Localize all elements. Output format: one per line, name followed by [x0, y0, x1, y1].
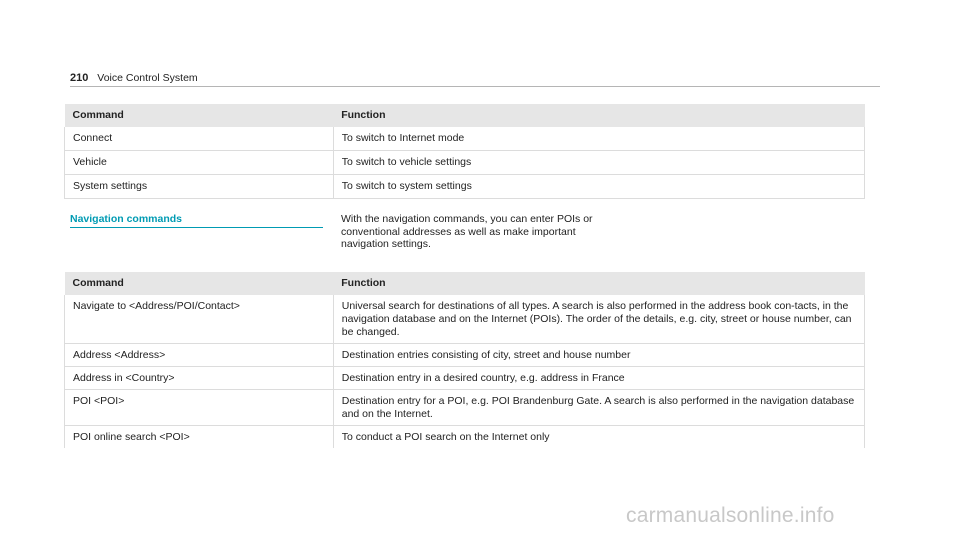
function-cell: Universal search for destinations of all types. A search is also performed in the address book con-tacts, in the navigation database and on the Internet (POIs). The order of the details, e.g. city, street or house number, can be changed. — [333, 295, 864, 344]
table-row — [65, 295, 865, 344]
table-row — [65, 426, 865, 449]
command-cell: System settings — [65, 175, 334, 199]
table-row — [65, 127, 865, 151]
commands-table — [64, 104, 865, 199]
function-cell: To switch to Internet mode — [333, 127, 864, 151]
column-header-function: Function — [333, 272, 864, 295]
command-cell: Address in <Country> — [65, 367, 334, 390]
section-title-navigation: Navigation commands — [70, 213, 323, 228]
command-cell: Address <Address> — [65, 344, 334, 367]
command-cell: Navigate to <Address/POI/Contact> — [65, 295, 334, 344]
table-header-row — [65, 272, 865, 295]
function-cell: Destination entry in a desired country, e.g. address in France — [333, 367, 864, 390]
function-cell: Destination entry for a POI, e.g. POI Brandenburg Gate. A search is also performed in the navigation database and on the Internet. — [333, 390, 864, 426]
table-row — [65, 344, 865, 367]
function-cell: Destination entries consisting of city, street and house number — [333, 344, 864, 367]
table-row — [65, 367, 865, 390]
function-cell: To switch to system settings — [333, 175, 864, 199]
watermark: carmanualsonline.info — [626, 504, 835, 527]
table-row — [65, 175, 865, 199]
page-header-title: Voice Control System — [97, 72, 198, 84]
command-cell: Vehicle — [65, 151, 334, 175]
section-intro: With the navigation commands, you can enter POIs or conventional addresses as well as make important navigation settings. — [341, 213, 593, 250]
command-cell: POI online search <POI> — [65, 426, 334, 449]
table-row — [65, 390, 865, 426]
column-header-command: Command — [65, 104, 334, 127]
table-header-row — [65, 104, 865, 127]
table-row — [65, 151, 865, 175]
column-header-function: Function — [333, 104, 864, 127]
function-cell: To switch to vehicle settings — [333, 151, 864, 175]
command-cell: POI <POI> — [65, 390, 334, 426]
page-header — [70, 72, 880, 87]
navigation-commands-table — [64, 272, 865, 448]
column-header-command: Command — [65, 272, 334, 295]
page-number: 210 — [70, 72, 89, 84]
function-cell: To conduct a POI search on the Internet only — [333, 426, 864, 449]
command-cell: Connect — [65, 127, 334, 151]
